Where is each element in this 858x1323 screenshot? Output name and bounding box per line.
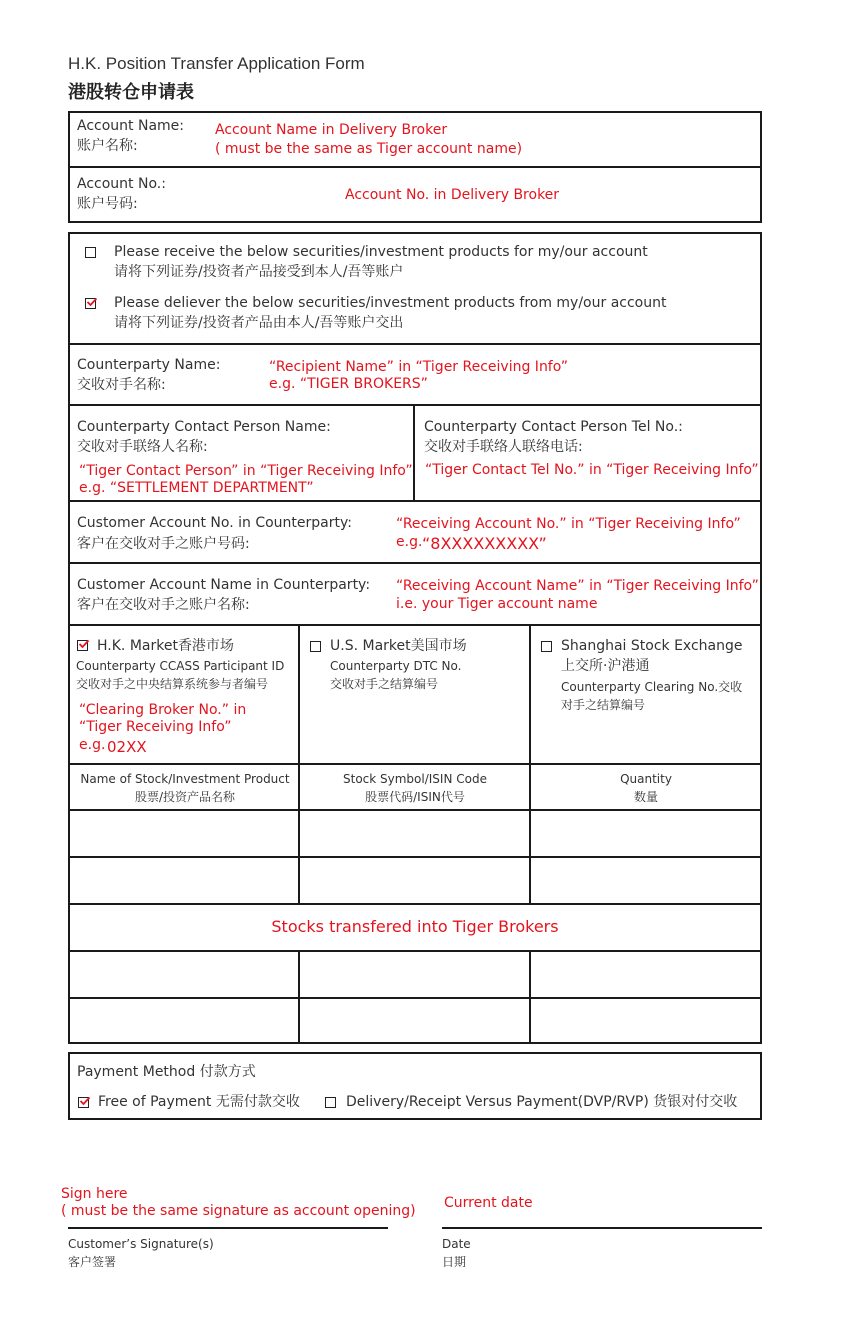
divider [68, 562, 762, 564]
counterparty-name-label-en: Counterparty Name: [77, 357, 221, 373]
contact-tel-hint: “Tiger Contact Tel No.” in “Tiger Receiving Info” [425, 462, 759, 478]
customer-account-name-hint: “Receiving Account Name” in “Tiger Receiving Info” [396, 578, 759, 594]
account-name-hint: Account Name in Delivery Broker [215, 122, 448, 138]
hk-market-checkbox[interactable] [77, 640, 88, 651]
receive-option-en: Please receive the below securities/investment products for my/our account [114, 244, 648, 260]
customer-account-name-label-zh: 客户在交收对手之账户名称: [77, 597, 250, 613]
customer-account-no-label-en: Customer Account No. in Counterparty: [77, 515, 352, 531]
signature-label-zh: 客户签署 [68, 1255, 117, 1269]
contact-tel-label-en: Counterparty Contact Person Tel No.: [424, 419, 683, 435]
counterparty-name-example: e.g. “TIGER BROKERS” [269, 376, 428, 392]
dvp-option: Delivery/Receipt Versus Payment(DVP/RVP) 货银对付交收 [346, 1094, 738, 1110]
date-label-zh: 日期 [442, 1255, 467, 1269]
date-hint: Current date [444, 1195, 533, 1211]
receive-checkbox[interactable] [85, 247, 96, 258]
signature-line[interactable] [68, 1227, 388, 1229]
check-icon [86, 296, 98, 308]
contact-person-example: e.g. “SETTLEMENT DEPARTMENT” [79, 480, 314, 496]
customer-account-name-note: i.e. your Tiger account name [396, 596, 598, 612]
deliver-option-zh: 请将下列证券/投资者产品由本人/吾等账户交出 [114, 315, 404, 331]
fop-checkbox[interactable] [78, 1097, 89, 1108]
contact-person-label-en: Counterparty Contact Person Name: [77, 419, 331, 435]
divider [68, 763, 762, 765]
us-market-sub-en: Counterparty DTC No. [330, 659, 462, 673]
hk-market-sub-en: Counterparty CCASS Participant ID [76, 659, 285, 673]
sh-exchange-title-zh: 上交所·沪港通 [561, 658, 650, 674]
account-no-hint: Account No. in Delivery Broker [345, 187, 560, 203]
sh-exchange-sub-en: Counterparty Clearing No.交收 [561, 680, 743, 694]
signature-hint: Sign here [61, 1186, 128, 1202]
receive-option-zh: 请将下列证券/投资者产品接受到本人/吾等账户 [114, 264, 404, 280]
us-market-checkbox[interactable] [310, 641, 321, 652]
column-header-symbol: Stock Symbol/ISIN Code [343, 772, 487, 786]
account-no-label-en: Account No.: [77, 176, 166, 192]
divider [68, 500, 762, 502]
table-row[interactable] [70, 858, 760, 903]
account-no-label-zh: 账户号码: [77, 196, 138, 212]
column-header-stock-name-zh: 股票/投资产品名称 [134, 790, 236, 804]
account-name-hint-note: ( must be the same as Tiger account name) [215, 141, 523, 157]
hk-market-sub-zh: 交收对手之中央结算系统参与者编号 [76, 677, 269, 691]
divider [68, 166, 762, 168]
counterparty-name-label-zh: 交收对手名称: [77, 377, 166, 393]
hk-market-title: H.K. Market香港市场 [97, 638, 234, 654]
date-line[interactable] [442, 1227, 762, 1229]
payment-method-label: Payment Method 付款方式 [77, 1064, 256, 1080]
sh-exchange-sub-zh: 对手之结算编号 [561, 698, 646, 712]
contact-person-label-zh: 交收对手联络人名称: [77, 439, 208, 455]
check-icon [79, 1095, 91, 1107]
sh-exchange-title: Shanghai Stock Exchange [561, 638, 743, 654]
column-header-quantity: Quantity [620, 772, 672, 786]
signature-hint-note: ( must be the same signature as account opening) [61, 1203, 416, 1219]
sh-exchange-checkbox[interactable] [541, 641, 552, 652]
divider [68, 624, 762, 626]
dvp-checkbox[interactable] [325, 1097, 336, 1108]
us-market-title: U.S. Market美国市场 [330, 638, 467, 654]
customer-account-no-example-prefix: e.g. [396, 534, 423, 550]
contact-person-hint: “Tiger Contact Person” in “Tiger Receiving Info” [79, 463, 413, 479]
form-title-en: H.K. Position Transfer Application Form [68, 54, 365, 73]
account-name-label-zh: 账户名称: [77, 138, 138, 154]
us-market-sub-zh: 交收对手之结算编号 [330, 677, 439, 691]
divider [68, 404, 762, 406]
divider [413, 404, 415, 501]
hk-market-example: 02XX [107, 738, 147, 756]
customer-account-no-label-zh: 客户在交收对手之账户号码: [77, 536, 250, 552]
signature-label-en: Customer’s Signature(s) [68, 1237, 214, 1251]
hk-market-example-prefix: e.g. [79, 737, 106, 753]
customer-account-name-label-en: Customer Account Name in Counterparty: [77, 577, 371, 593]
column-header-stock-name: Name of Stock/Investment Product [80, 772, 290, 786]
deliver-checkbox[interactable] [85, 298, 96, 309]
column-header-symbol-zh: 股票代码/ISIN代号 [365, 790, 465, 804]
hk-market-hint: “Clearing Broker No.” in [79, 702, 247, 718]
table-row[interactable] [70, 811, 760, 856]
account-name-label-en: Account Name: [77, 118, 184, 134]
form-title-zh: 港股转仓申请表 [68, 82, 194, 103]
customer-account-no-hint: “Receiving Account No.” in “Tiger Receiving Info” [396, 516, 741, 532]
customer-account-no-example: “8XXXXXXXXX” [422, 534, 547, 553]
deliver-option-en: Please deliever the below securities/investment products from my/our account [114, 295, 667, 311]
counterparty-name-hint: “Recipient Name” in “Tiger Receiving Info” [269, 359, 569, 375]
column-header-quantity-zh: 数量 [633, 790, 658, 804]
date-label-en: Date [442, 1237, 471, 1251]
table-row[interactable] [70, 999, 760, 1042]
contact-tel-label-zh: 交收对手联络人联络电话: [424, 439, 583, 455]
fop-option: Free of Payment 无需付款交收 [98, 1094, 300, 1110]
divider [68, 343, 762, 345]
check-icon [78, 638, 90, 650]
hk-market-hint-source: “Tiger Receiving Info” [79, 719, 232, 735]
stocks-transfer-note: Stocks transfered into Tiger Brokers [271, 917, 559, 936]
table-row[interactable] [70, 952, 760, 997]
